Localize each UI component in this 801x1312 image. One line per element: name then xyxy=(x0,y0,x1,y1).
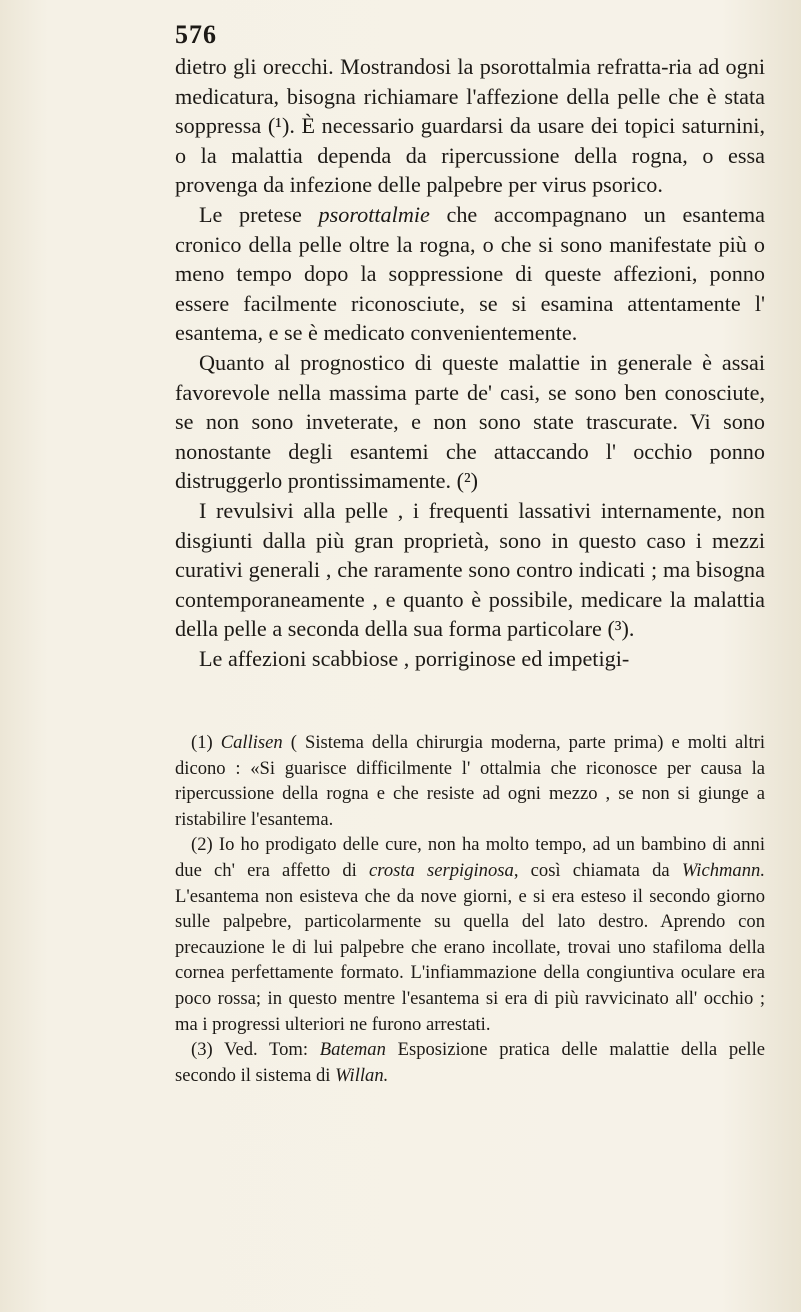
paragraph-4: I revulsivi alla pelle , i frequenti lassativi internamente, non disgiunti dalla più gran proprietà, sono in questo caso i mezzi curativi generali , che raramente sono contro indicati ; ma bisogna contemporaneamente , e quanto è possibile, medicare la malattia della pelle a seconda della sua forma particolare (³). xyxy=(175,497,765,642)
footnote-2: (2) Io ho prodigato delle cure, non ha molto tempo, ad un bambino di anni due ch' era affetto di crosta serpiginosa, così chiamata da Wichmann. L'esantema non esisteva che da nove giorni, e si era esteso il secondo giorno sulle palpebre, particolarmente su quella del lato destro. Aprendo con precauzione le di lui palpebre che erano incollate, trovai uno stafiloma della cornea perfettamente formato. L'infiammazione della congiuntiva oculare era poco rossa; in questo mentre l'esantema si era di più ravvicinato all' occhio ; ma i progressi ulteriori ne furono arrestati. xyxy=(175,834,765,1035)
paragraph-2: Le pretese psorottalmie che accompagnano un esantema cronico della pelle oltre la rogna, o che si sono manifestate più o meno tempo dopo la soppressione di queste affezioni, ponno essere facilmente riconosciute, se si esamina attentamente l' esantema, e se è medicato convenientemente. xyxy=(175,201,765,346)
paragraph-1: dietro gli orecchi. Mostrandosi la psorottalmia refratta-ria ad ogni medicatura, bisogna richiamare l'affezione della pelle che è stata soppressa (¹). È necessario guardarsi da usare dei topici saturnini, o la malattia dependa da ripercussione della rogna, o essa provenga da infezione delle palpebre per virus psorico. xyxy=(175,54,765,198)
footnotes xyxy=(175,730,765,1088)
paragraph-5: Le affezioni scabbiose , porriginose ed impetigi- xyxy=(199,645,630,671)
term-psorottalmie: psorottalmie xyxy=(318,201,430,227)
footnote-3: (3) Ved. Tom: Bateman Esposizione pratica delle malattie della pelle secondo il sistema di Willan. xyxy=(175,1039,765,1086)
paragraph-3: Quanto al prognostico di queste malattie in generale è assai favorevole nella massima parte de' casi, se sono ben conosciute, se non sono inveterate, e non sono state trascurate. Vi sono nonostante degli esantemi che attaccando l' occhio ponno distruggerlo prontissimamente. (²) xyxy=(175,349,765,494)
page-number: 576 xyxy=(175,20,217,49)
main-text xyxy=(175,52,765,673)
footnote-1: (1) Callisen ( Sistema della chirurgia moderna, parte prima) e molti altri dicono : «Si guarisce difficilmente l' ottalmia che riconosce per causa la ripercussione della rogna e che resiste ad ogni mezzo , se non si giunge a ristabilire l'esantema. xyxy=(175,732,765,830)
